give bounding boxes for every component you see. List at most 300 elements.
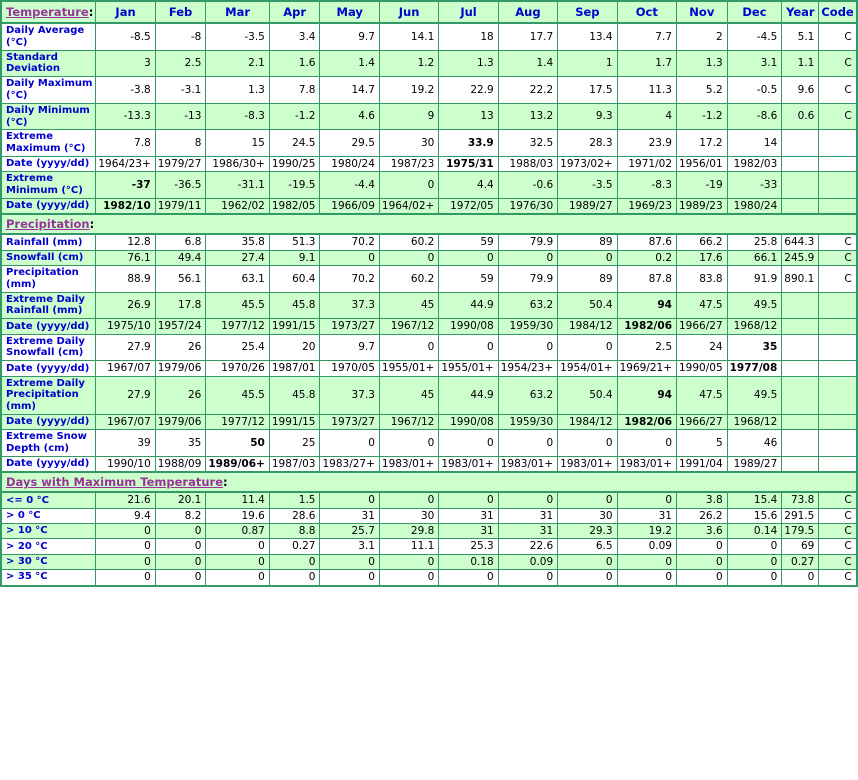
data-cell: 1977/12 (206, 414, 269, 429)
section-colon: : (89, 217, 95, 232)
data-cell: 14 (727, 130, 782, 157)
data-cell: 0 (379, 250, 438, 265)
data-cell: 1.6 (269, 50, 320, 77)
data-cell: 0 (439, 570, 498, 586)
data-cell: 18 (439, 23, 498, 50)
data-cell: 1968/12 (727, 319, 782, 334)
column-header-oct: Oct (617, 1, 676, 23)
data-cell: 26 (155, 376, 206, 414)
data-cell: 56.1 (155, 266, 206, 293)
data-cell: 1979/06 (155, 361, 206, 376)
data-cell (819, 361, 857, 376)
data-cell: 26.9 (96, 292, 155, 319)
row-label: <= 0 °C (1, 492, 96, 508)
data-cell: 890.1 (782, 266, 819, 293)
data-cell: 1979/06 (155, 414, 206, 429)
row-label: > 30 °C (1, 554, 96, 569)
data-cell: -3.1 (155, 77, 206, 104)
data-cell: C (819, 554, 857, 569)
data-cell: 0 (617, 492, 676, 508)
data-cell: 31 (439, 524, 498, 539)
data-cell: -37 (96, 172, 155, 199)
data-cell: 0 (439, 492, 498, 508)
data-cell: 60.2 (379, 234, 438, 250)
data-cell: 70.2 (320, 234, 379, 250)
column-header-aug: Aug (498, 1, 557, 23)
data-cell: 13.4 (558, 23, 617, 50)
data-cell: 1991/15 (269, 414, 320, 429)
row-label: Date (yyyy/dd) (1, 156, 96, 171)
data-cell: 89 (558, 234, 617, 250)
data-cell: 1982/03 (727, 156, 782, 171)
data-cell: 1977/12 (206, 319, 269, 334)
data-cell: 27.9 (96, 334, 155, 361)
data-cell (819, 198, 857, 214)
data-cell: 21.6 (96, 492, 155, 508)
table-row (1, 492, 857, 508)
column-header-feb: Feb (155, 1, 206, 23)
data-cell: 0.87 (206, 524, 269, 539)
data-cell: 22.6 (498, 539, 557, 554)
data-cell: 1984/12 (558, 414, 617, 429)
data-cell: -4.5 (727, 23, 782, 50)
data-cell: 1990/08 (439, 319, 498, 334)
data-cell: -8.3 (206, 103, 269, 130)
data-cell: 0 (558, 250, 617, 265)
data-cell: 9.1 (269, 250, 320, 265)
data-cell: 12.8 (96, 234, 155, 250)
data-cell: 1977/08 (727, 361, 782, 376)
data-cell: 0 (498, 570, 557, 586)
data-cell: 15.6 (727, 508, 782, 523)
days-with-maximum-temperature-section-header-cell (1, 472, 857, 492)
row-label: > 35 °C (1, 570, 96, 586)
data-cell (819, 130, 857, 157)
data-cell: C (819, 250, 857, 265)
data-cell: 60.4 (269, 266, 320, 293)
data-cell: 31 (498, 524, 557, 539)
data-cell: 79.9 (498, 266, 557, 293)
data-cell: 26 (155, 334, 206, 361)
table-row (1, 250, 857, 265)
section-link[interactable]: Precipitation (6, 217, 90, 232)
data-cell: C (819, 266, 857, 293)
data-cell: 59 (439, 266, 498, 293)
data-cell: 24.5 (269, 130, 320, 157)
column-header-sep: Sep (558, 1, 617, 23)
data-cell: 25 (269, 430, 320, 457)
data-cell (782, 334, 819, 361)
data-cell: 1973/27 (320, 319, 379, 334)
data-cell: 1969/23 (617, 198, 676, 214)
table-row (1, 570, 857, 586)
data-cell: 4.4 (439, 172, 498, 199)
data-cell: 31 (320, 508, 379, 523)
data-cell: 25.3 (439, 539, 498, 554)
row-label: > 10 °C (1, 524, 96, 539)
data-cell: 0 (498, 430, 557, 457)
data-cell (782, 292, 819, 319)
data-cell: 0 (727, 539, 782, 554)
table-row (1, 508, 857, 523)
data-cell: -3.8 (96, 77, 155, 104)
section-link[interactable]: Days with Maximum Temperature (6, 475, 223, 490)
data-cell: 1975/10 (96, 319, 155, 334)
data-cell: 0 (155, 570, 206, 586)
data-cell: 19.6 (206, 508, 269, 523)
data-cell: -1.2 (269, 103, 320, 130)
data-cell: 23.9 (617, 130, 676, 157)
data-cell: 1990/08 (439, 414, 498, 429)
data-cell: 25.8 (727, 234, 782, 250)
table-row (1, 234, 857, 250)
row-label: Date (yyyy/dd) (1, 456, 96, 472)
data-cell: C (819, 234, 857, 250)
data-cell: 1.5 (269, 492, 320, 508)
data-cell: 1976/30 (498, 198, 557, 214)
data-cell: 7.8 (269, 77, 320, 104)
data-cell: 63.1 (206, 266, 269, 293)
data-cell: 1967/12 (379, 319, 438, 334)
table-row (1, 430, 857, 457)
data-cell: 76.1 (96, 250, 155, 265)
data-cell: 1966/27 (677, 319, 728, 334)
data-cell: 1.7 (617, 50, 676, 77)
column-header-mar: Mar (206, 1, 269, 23)
data-cell: 22.9 (439, 77, 498, 104)
row-label: > 20 °C (1, 539, 96, 554)
data-cell (782, 198, 819, 214)
table-row (1, 292, 857, 319)
data-cell: 0 (677, 554, 728, 569)
table-row (1, 334, 857, 361)
data-cell: -36.5 (155, 172, 206, 199)
data-cell: 1975/31 (439, 156, 498, 171)
data-cell: 6.8 (155, 234, 206, 250)
data-cell: 0.27 (782, 554, 819, 569)
data-cell: 0 (379, 334, 438, 361)
data-cell: 1967/07 (96, 361, 155, 376)
data-cell: 1986/30+ (206, 156, 269, 171)
data-cell: -33 (727, 172, 782, 199)
data-cell: 1973/02+ (558, 156, 617, 171)
data-cell: 2 (677, 23, 728, 50)
data-cell: 0 (677, 570, 728, 586)
data-cell: 69 (782, 539, 819, 554)
data-cell: C (819, 103, 857, 130)
data-cell: 87.8 (617, 266, 676, 293)
data-cell: -0.5 (727, 77, 782, 104)
data-cell: 25.7 (320, 524, 379, 539)
data-cell: 1972/05 (439, 198, 498, 214)
data-cell: 0 (439, 334, 498, 361)
data-cell: C (819, 50, 857, 77)
data-cell: 66.1 (727, 250, 782, 265)
row-label: Daily Average (°C) (1, 23, 96, 50)
data-cell: 245.9 (782, 250, 819, 265)
data-cell: 30 (379, 508, 438, 523)
data-cell: 30 (558, 508, 617, 523)
data-cell: 35 (727, 334, 782, 361)
data-cell: 7.7 (617, 23, 676, 50)
data-cell: 27.4 (206, 250, 269, 265)
data-cell: 0 (320, 570, 379, 586)
climate-table-body (1, 1, 857, 586)
data-cell: 0 (439, 430, 498, 457)
table-row (1, 198, 857, 214)
data-cell: 0.09 (617, 539, 676, 554)
data-cell: 63.2 (498, 376, 557, 414)
data-cell (819, 156, 857, 171)
data-cell: 0.2 (617, 250, 676, 265)
data-cell: C (819, 524, 857, 539)
data-cell: 1.4 (498, 50, 557, 77)
data-cell: 0 (677, 539, 728, 554)
data-cell: 14.7 (320, 77, 379, 104)
data-cell: 2.5 (155, 50, 206, 77)
data-cell (819, 456, 857, 472)
data-cell: 1987/01 (269, 361, 320, 376)
data-cell: 1991/15 (269, 319, 320, 334)
data-cell: 94 (617, 376, 676, 414)
data-cell: 49.4 (155, 250, 206, 265)
data-cell: 1957/24 (155, 319, 206, 334)
data-cell: 0 (558, 554, 617, 569)
data-cell: 5.1 (782, 23, 819, 50)
data-cell: 14.1 (379, 23, 438, 50)
data-cell: 1991/04 (677, 456, 728, 472)
table-row (1, 554, 857, 569)
data-cell: 27.9 (96, 376, 155, 414)
data-cell: 17.8 (155, 292, 206, 319)
column-header-jun: Jun (379, 1, 438, 23)
data-cell: 50.4 (558, 292, 617, 319)
data-cell: 1988/03 (498, 156, 557, 171)
data-cell: 1970/26 (206, 361, 269, 376)
data-cell: 3 (96, 50, 155, 77)
data-cell: 3.1 (727, 50, 782, 77)
data-cell: 1988/09 (155, 456, 206, 472)
data-cell: 1982/10 (96, 198, 155, 214)
data-cell: 0 (155, 539, 206, 554)
data-cell: 1.3 (439, 50, 498, 77)
data-cell: 47.5 (677, 292, 728, 319)
data-cell: 1983/01+ (558, 456, 617, 472)
data-cell: -3.5 (206, 23, 269, 50)
data-cell: 28.3 (558, 130, 617, 157)
data-cell: 1954/01+ (558, 361, 617, 376)
data-cell (819, 376, 857, 414)
section-colon: : (223, 475, 228, 490)
temperature-colon: : (88, 5, 94, 19)
data-cell: C (819, 77, 857, 104)
data-cell: 29.3 (558, 524, 617, 539)
data-cell: 94 (617, 292, 676, 319)
data-cell: 0.14 (727, 524, 782, 539)
data-cell: 1966/09 (320, 198, 379, 214)
column-header-jan: Jan (96, 1, 155, 23)
data-cell: 22.2 (498, 77, 557, 104)
data-cell: 1982/06 (617, 414, 676, 429)
data-cell (782, 430, 819, 457)
data-cell: 0 (206, 554, 269, 569)
data-cell: 17.5 (558, 77, 617, 104)
table-row (1, 361, 857, 376)
temperature-link[interactable]: Temperature (6, 5, 89, 19)
data-cell: 0 (96, 570, 155, 586)
data-cell: -19 (677, 172, 728, 199)
data-cell: 0 (155, 524, 206, 539)
table-row (1, 414, 857, 429)
data-cell: -13 (155, 103, 206, 130)
data-cell: 1 (558, 50, 617, 77)
data-cell: 0 (320, 250, 379, 265)
data-cell: -31.1 (206, 172, 269, 199)
table-row (1, 524, 857, 539)
data-cell: 3.6 (677, 524, 728, 539)
temperature-section-header-cell (1, 1, 96, 23)
data-cell: 0 (155, 554, 206, 569)
data-cell: 45.5 (206, 292, 269, 319)
data-cell: 13.2 (498, 103, 557, 130)
data-cell: 4 (617, 103, 676, 130)
table-row (1, 376, 857, 414)
data-cell: 1956/01 (677, 156, 728, 171)
table-row (1, 50, 857, 77)
data-cell: 46 (727, 430, 782, 457)
data-cell (782, 456, 819, 472)
data-cell: -8 (155, 23, 206, 50)
data-cell: 17.2 (677, 130, 728, 157)
data-cell: 20 (269, 334, 320, 361)
row-label: Extreme Daily Precipitation (mm) (1, 376, 96, 414)
data-cell: 28.6 (269, 508, 320, 523)
data-cell (782, 319, 819, 334)
data-cell: 37.3 (320, 376, 379, 414)
data-cell: 9.7 (320, 23, 379, 50)
data-cell: 30 (379, 130, 438, 157)
data-cell: 11.4 (206, 492, 269, 508)
data-cell: 79.9 (498, 234, 557, 250)
data-cell: 0 (439, 250, 498, 265)
data-cell: 0 (617, 570, 676, 586)
data-cell: 59 (439, 234, 498, 250)
data-cell (782, 414, 819, 429)
data-cell: 1983/27+ (320, 456, 379, 472)
data-cell: C (819, 492, 857, 508)
data-cell: 1980/24 (320, 156, 379, 171)
data-cell: 31 (498, 508, 557, 523)
data-cell: 70.2 (320, 266, 379, 293)
data-cell: C (819, 539, 857, 554)
data-cell: 0.09 (498, 554, 557, 569)
data-cell: 31 (439, 508, 498, 523)
data-cell: 0 (269, 554, 320, 569)
row-label: Snowfall (cm) (1, 250, 96, 265)
data-cell: 0 (498, 250, 557, 265)
data-cell: 3.1 (320, 539, 379, 554)
data-cell: 9.7 (320, 334, 379, 361)
data-cell: 1955/01+ (379, 361, 438, 376)
data-cell: 25.4 (206, 334, 269, 361)
data-cell: -1.2 (677, 103, 728, 130)
data-cell: 15.4 (727, 492, 782, 508)
row-label: Extreme Daily Snowfall (cm) (1, 334, 96, 361)
data-cell: C (819, 508, 857, 523)
row-label: Date (yyyy/dd) (1, 319, 96, 334)
data-cell: 0 (206, 570, 269, 586)
data-cell: 7.8 (96, 130, 155, 157)
data-cell: 9 (379, 103, 438, 130)
data-cell: 1983/01+ (439, 456, 498, 472)
data-cell: 19.2 (617, 524, 676, 539)
data-cell: 88.9 (96, 266, 155, 293)
data-cell: 8 (155, 130, 206, 157)
data-cell: 39 (96, 430, 155, 457)
data-cell: 0 (727, 570, 782, 586)
data-cell: 644.3 (782, 234, 819, 250)
row-label: Extreme Maximum (°C) (1, 130, 96, 157)
data-cell: 0 (782, 570, 819, 586)
section-header-row (1, 214, 857, 234)
row-label: Date (yyyy/dd) (1, 198, 96, 214)
data-cell: 33.9 (439, 130, 498, 157)
data-cell: 8.2 (155, 508, 206, 523)
data-cell: 44.9 (439, 292, 498, 319)
data-cell (819, 172, 857, 199)
data-cell: 1982/05 (269, 198, 320, 214)
precipitation-section-header-cell (1, 214, 857, 234)
table-row (1, 103, 857, 130)
data-cell: 29.5 (320, 130, 379, 157)
data-cell: 0 (558, 492, 617, 508)
data-cell: 47.5 (677, 376, 728, 414)
data-cell: 66.2 (677, 234, 728, 250)
data-cell: 45.8 (269, 292, 320, 319)
data-cell: 13 (439, 103, 498, 130)
data-cell: 1959/30 (498, 319, 557, 334)
data-cell: 1970/05 (320, 361, 379, 376)
data-cell: 45.8 (269, 376, 320, 414)
data-cell (819, 319, 857, 334)
data-cell: 15 (206, 130, 269, 157)
data-cell: 1959/30 (498, 414, 557, 429)
data-cell: 17.7 (498, 23, 557, 50)
data-cell: 49.5 (727, 376, 782, 414)
data-cell: 1983/01+ (498, 456, 557, 472)
data-cell: 1.3 (677, 50, 728, 77)
data-cell: 1979/27 (155, 156, 206, 171)
data-cell: 3.4 (269, 23, 320, 50)
data-cell: 1964/23+ (96, 156, 155, 171)
data-cell: 1987/23 (379, 156, 438, 171)
data-cell: 1982/06 (617, 319, 676, 334)
data-cell: 17.6 (677, 250, 728, 265)
data-cell: 1983/01+ (617, 456, 676, 472)
data-cell (819, 292, 857, 319)
column-header-code: Code (819, 1, 857, 23)
data-cell: 0.27 (269, 539, 320, 554)
data-cell: 11.1 (379, 539, 438, 554)
table-row (1, 130, 857, 157)
data-cell: 0 (96, 524, 155, 539)
row-label: Rainfall (mm) (1, 234, 96, 250)
data-cell: 1969/21+ (617, 361, 676, 376)
table-header-row (1, 1, 857, 23)
data-cell: C (819, 570, 857, 586)
data-cell: 0 (558, 334, 617, 361)
data-cell: 0 (269, 570, 320, 586)
